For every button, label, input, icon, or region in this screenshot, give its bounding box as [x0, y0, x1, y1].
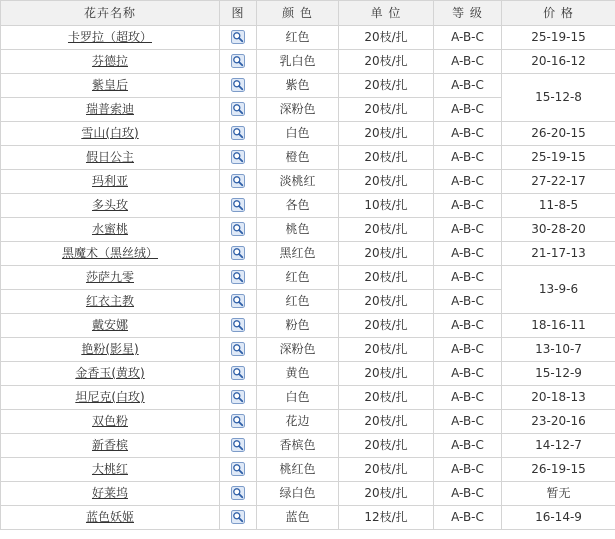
magnifier-icon[interactable]	[231, 30, 245, 44]
image-cell	[220, 410, 257, 434]
image-cell	[220, 74, 257, 98]
grade-cell: A-B-C	[434, 338, 502, 362]
color-cell: 黄色	[257, 362, 339, 386]
flower-name-link[interactable]: 瑞普索迪	[85, 102, 134, 116]
grade-cell: A-B-C	[434, 482, 502, 506]
header-color: 颜 色	[257, 1, 339, 26]
table-row	[1, 482, 615, 506]
price-cell: 20-16-12	[502, 50, 615, 74]
table-row	[1, 194, 615, 218]
unit-cell: 20枝/扎	[339, 122, 434, 146]
table-row	[1, 386, 615, 410]
flower-name-link[interactable]: 莎萨九零	[85, 270, 134, 284]
grade-cell: A-B-C	[434, 290, 502, 314]
image-cell	[220, 482, 257, 506]
flower-name-link[interactable]: 双色粉	[91, 414, 128, 428]
grade-cell: A-B-C	[434, 458, 502, 482]
flower-name-link[interactable]: 假日公主	[85, 150, 134, 164]
color-cell: 绿白色	[257, 482, 339, 506]
magnifier-icon[interactable]	[231, 342, 245, 356]
unit-cell: 20枝/扎	[339, 314, 434, 338]
unit-cell: 20枝/扎	[339, 146, 434, 170]
color-cell: 红色	[257, 26, 339, 50]
magnifier-icon[interactable]	[231, 486, 245, 500]
table-row	[1, 50, 615, 74]
unit-cell: 20枝/扎	[339, 170, 434, 194]
magnifier-icon[interactable]	[231, 318, 245, 332]
grade-cell: A-B-C	[434, 170, 502, 194]
unit-cell: 20枝/扎	[339, 290, 434, 314]
color-cell: 淡桃红	[257, 170, 339, 194]
unit-cell: 20枝/扎	[339, 266, 434, 290]
unit-cell: 20枝/扎	[339, 98, 434, 122]
grade-cell: A-B-C	[434, 50, 502, 74]
color-cell: 粉色	[257, 314, 339, 338]
magnifier-icon[interactable]	[231, 414, 245, 428]
image-cell	[220, 290, 257, 314]
magnifier-icon[interactable]	[231, 150, 245, 164]
table-row	[1, 266, 615, 290]
table-row	[1, 146, 615, 170]
flower-name-cell	[1, 386, 220, 410]
magnifier-icon[interactable]	[231, 198, 245, 212]
grade-cell: A-B-C	[434, 74, 502, 98]
color-cell: 各色	[257, 194, 339, 218]
color-cell: 深粉色	[257, 98, 339, 122]
flower-name-link[interactable]: 多头玫	[91, 198, 128, 212]
image-cell	[220, 434, 257, 458]
flower-name-cell	[1, 146, 220, 170]
flower-name-cell	[1, 50, 220, 74]
unit-cell: 20枝/扎	[339, 482, 434, 506]
table-row	[1, 362, 615, 386]
image-cell	[220, 122, 257, 146]
color-cell: 香槟色	[257, 434, 339, 458]
flower-name-cell	[1, 314, 220, 338]
color-cell: 紫色	[257, 74, 339, 98]
magnifier-icon[interactable]	[231, 510, 245, 524]
unit-cell: 20枝/扎	[339, 338, 434, 362]
table-row	[1, 242, 615, 266]
flower-name-link[interactable]: 蓝色妖姬	[85, 510, 134, 524]
price-cell: 11-8-5	[502, 194, 615, 218]
image-cell	[220, 146, 257, 170]
grade-cell: A-B-C	[434, 146, 502, 170]
price-cell: 25-19-15	[502, 146, 615, 170]
flower-name-link[interactable]: 好莱坞	[91, 486, 128, 500]
flower-name-link[interactable]: 水蜜桃	[91, 222, 128, 236]
grade-cell: A-B-C	[434, 122, 502, 146]
flower-name-cell	[1, 170, 220, 194]
flower-name-link[interactable]: 雪山(白玫)	[81, 126, 139, 140]
magnifier-icon[interactable]	[231, 270, 245, 284]
flower-name-link[interactable]: 黑魔术（黑丝绒）	[61, 246, 158, 260]
table-row	[1, 410, 615, 434]
price-cell: 16-14-9	[502, 506, 615, 530]
grade-cell: A-B-C	[434, 506, 502, 530]
flower-name-cell	[1, 26, 220, 50]
grade-cell: A-B-C	[434, 314, 502, 338]
magnifier-icon[interactable]	[231, 78, 245, 92]
flower-name-cell	[1, 98, 220, 122]
flower-name-cell	[1, 218, 220, 242]
image-cell	[220, 170, 257, 194]
image-cell	[220, 362, 257, 386]
flower-name-link[interactable]: 戴安娜	[91, 318, 128, 332]
header-grade: 等 级	[434, 1, 502, 26]
color-cell: 白色	[257, 122, 339, 146]
price-cell: 14-12-7	[502, 434, 615, 458]
table-row	[1, 338, 615, 362]
image-cell	[220, 50, 257, 74]
unit-cell: 20枝/扎	[339, 242, 434, 266]
grade-cell: A-B-C	[434, 194, 502, 218]
unit-cell: 20枝/扎	[339, 26, 434, 50]
price-cell: 13-10-7	[502, 338, 615, 362]
table-header-row	[1, 1, 615, 26]
image-cell	[220, 266, 257, 290]
price-cell: 15-12-8	[502, 74, 615, 122]
flower-name-link[interactable]: 金香玉(黄玫)	[75, 366, 145, 380]
flower-name-cell	[1, 362, 220, 386]
color-cell: 黑红色	[257, 242, 339, 266]
price-cell: 26-20-15	[502, 122, 615, 146]
image-cell	[220, 506, 257, 530]
unit-cell: 12枝/扎	[339, 506, 434, 530]
price-cell: 26-19-15	[502, 458, 615, 482]
table-row	[1, 170, 615, 194]
header-price: 价 格	[502, 1, 615, 26]
flower-name-cell	[1, 122, 220, 146]
price-cell: 27-22-17	[502, 170, 615, 194]
header-flower-name: 花卉名称	[1, 1, 220, 26]
magnifier-icon[interactable]	[231, 294, 245, 308]
grade-cell: A-B-C	[434, 218, 502, 242]
grade-cell: A-B-C	[434, 362, 502, 386]
unit-cell: 10枝/扎	[339, 194, 434, 218]
unit-cell: 20枝/扎	[339, 458, 434, 482]
unit-cell: 20枝/扎	[339, 362, 434, 386]
magnifier-icon[interactable]	[231, 126, 245, 140]
flower-name-link[interactable]: 芬德拉	[91, 54, 128, 68]
flower-name-link[interactable]: 坦尼克(白玫)	[75, 390, 145, 404]
flower-name-link[interactable]: 大桃红	[91, 462, 128, 476]
magnifier-icon[interactable]	[231, 438, 245, 452]
flower-name-cell	[1, 266, 220, 290]
magnifier-icon[interactable]	[231, 102, 245, 116]
table-row	[1, 26, 615, 50]
price-cell: 暂无	[502, 482, 615, 506]
color-cell: 橙色	[257, 146, 339, 170]
flower-name-cell	[1, 242, 220, 266]
grade-cell: A-B-C	[434, 266, 502, 290]
color-cell: 花边	[257, 410, 339, 434]
flower-name-cell	[1, 338, 220, 362]
flower-name-link[interactable]: 玛利亚	[91, 174, 128, 188]
color-cell: 红色	[257, 266, 339, 290]
flower-name-cell	[1, 194, 220, 218]
table-row	[1, 122, 615, 146]
image-cell	[220, 26, 257, 50]
color-cell: 蓝色	[257, 506, 339, 530]
image-cell	[220, 314, 257, 338]
magnifier-icon[interactable]	[231, 246, 245, 260]
image-cell	[220, 194, 257, 218]
image-cell	[220, 98, 257, 122]
table-row	[1, 506, 615, 530]
unit-cell: 20枝/扎	[339, 434, 434, 458]
price-cell: 20-18-13	[502, 386, 615, 410]
header-unit: 单 位	[339, 1, 434, 26]
color-cell: 白色	[257, 386, 339, 410]
color-cell: 桃红色	[257, 458, 339, 482]
flower-name-link[interactable]: 卡罗拉（超玫）	[67, 30, 152, 44]
flower-name-cell	[1, 434, 220, 458]
magnifier-icon[interactable]	[231, 174, 245, 188]
grade-cell: A-B-C	[434, 242, 502, 266]
unit-cell: 20枝/扎	[339, 386, 434, 410]
table-row	[1, 458, 615, 482]
unit-cell: 20枝/扎	[339, 218, 434, 242]
color-cell: 红色	[257, 290, 339, 314]
flower-name-cell	[1, 410, 220, 434]
grade-cell: A-B-C	[434, 434, 502, 458]
image-cell	[220, 386, 257, 410]
flower-name-cell	[1, 506, 220, 530]
unit-cell: 20枝/扎	[339, 410, 434, 434]
flower-name-cell	[1, 290, 220, 314]
grade-cell: A-B-C	[434, 386, 502, 410]
flower-name-link[interactable]: 紫皇后	[91, 78, 128, 92]
table-row	[1, 74, 615, 98]
price-cell: 15-12-9	[502, 362, 615, 386]
price-cell: 25-19-15	[502, 26, 615, 50]
magnifier-icon[interactable]	[231, 54, 245, 68]
color-cell: 深粉色	[257, 338, 339, 362]
price-cell: 30-28-20	[502, 218, 615, 242]
price-cell: 13-9-6	[502, 266, 615, 314]
header-image: 图	[220, 1, 257, 26]
color-cell: 桃色	[257, 218, 339, 242]
price-cell: 21-17-13	[502, 242, 615, 266]
flower-name-cell	[1, 482, 220, 506]
grade-cell: A-B-C	[434, 98, 502, 122]
magnifier-icon[interactable]	[231, 366, 245, 380]
price-cell: 23-20-16	[502, 410, 615, 434]
price-cell: 18-16-11	[502, 314, 615, 338]
table-row	[1, 218, 615, 242]
flower-name-cell	[1, 74, 220, 98]
unit-cell: 20枝/扎	[339, 74, 434, 98]
magnifier-icon[interactable]	[231, 222, 245, 236]
flower-name-link[interactable]: 新香槟	[91, 438, 128, 452]
table-row	[1, 314, 615, 338]
image-cell	[220, 458, 257, 482]
flower-name-link[interactable]: 艳粉(影星)	[81, 342, 139, 356]
grade-cell: A-B-C	[434, 410, 502, 434]
image-cell	[220, 338, 257, 362]
image-cell	[220, 218, 257, 242]
flower-name-cell	[1, 458, 220, 482]
magnifier-icon[interactable]	[231, 462, 245, 476]
image-cell	[220, 242, 257, 266]
color-cell: 乳白色	[257, 50, 339, 74]
grade-cell: A-B-C	[434, 26, 502, 50]
magnifier-icon[interactable]	[231, 390, 245, 404]
table-row	[1, 434, 615, 458]
unit-cell: 20枝/扎	[339, 50, 434, 74]
flower-name-link[interactable]: 红衣主教	[85, 294, 134, 308]
